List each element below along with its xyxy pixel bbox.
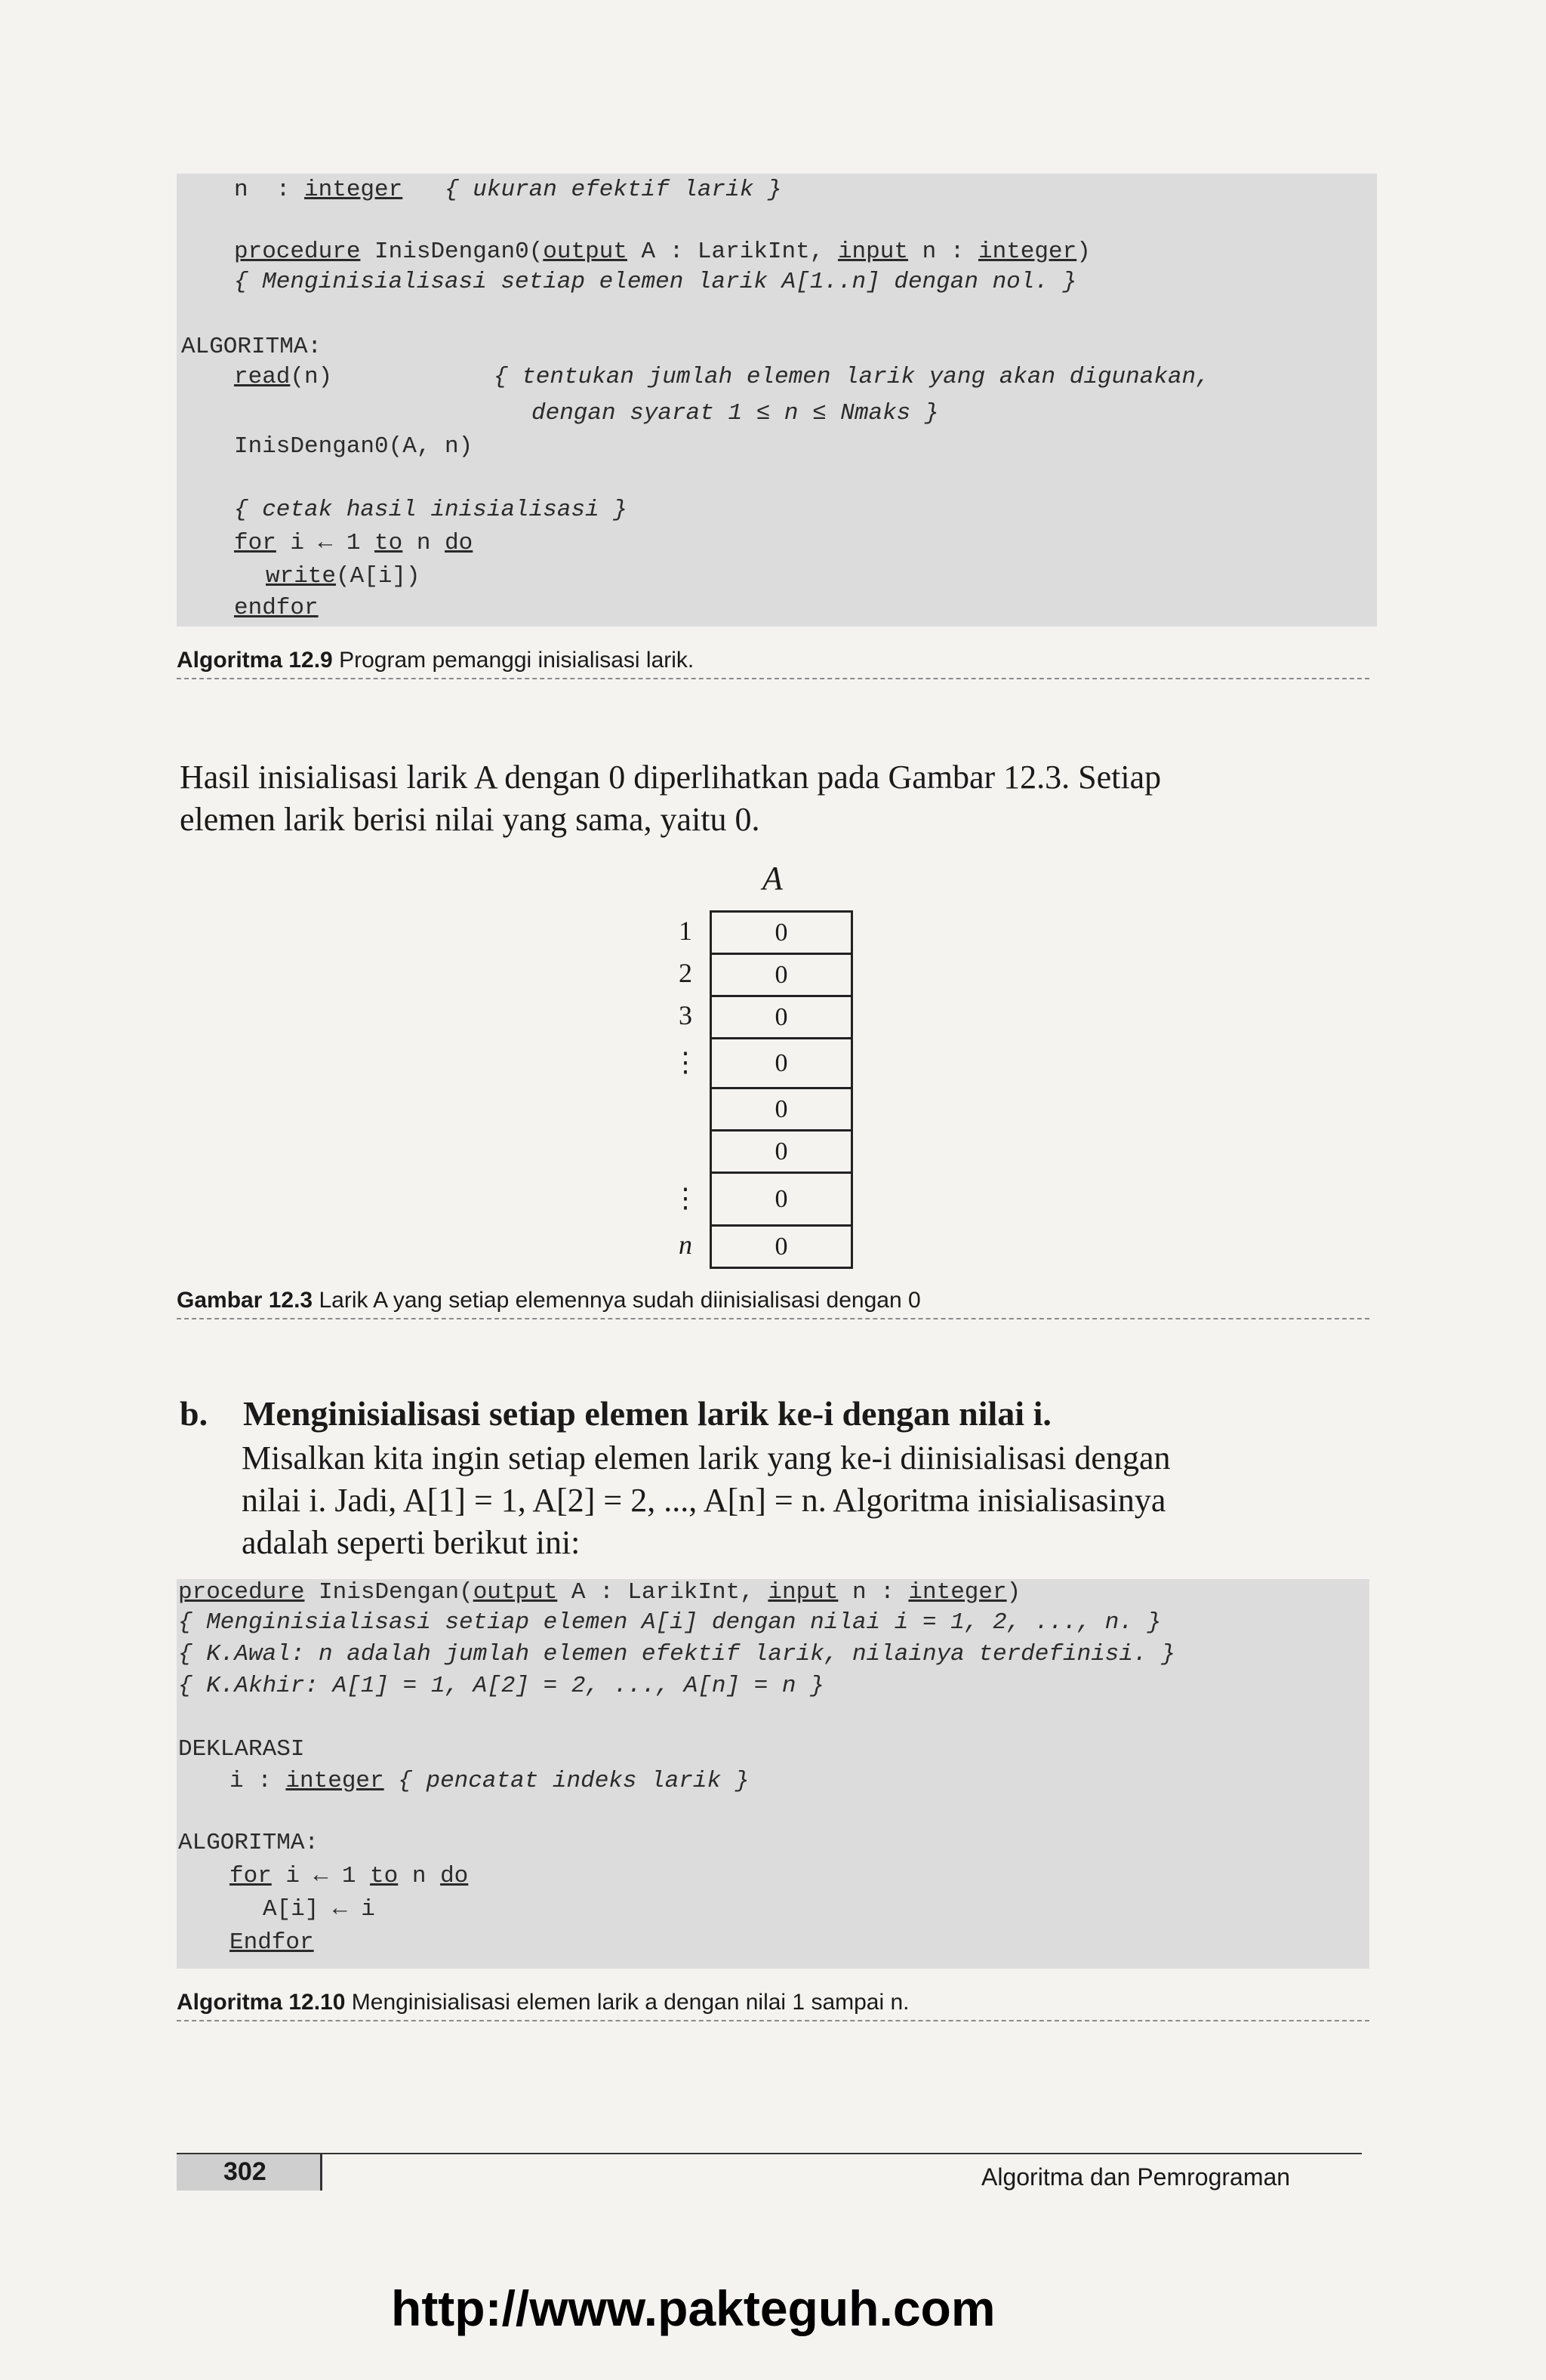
book-title: Algoritma dan Pemrograman bbox=[981, 2163, 1291, 2191]
array-index-ellipsis: ⋮ bbox=[672, 1183, 699, 1213]
array-cell: 0 bbox=[710, 1037, 853, 1089]
code-text: n : bbox=[234, 177, 305, 203]
code-keyword: endfor bbox=[234, 595, 319, 621]
code-line bbox=[178, 1674, 824, 1698]
page-number: 302 bbox=[223, 2157, 266, 2186]
array-cell: 0 bbox=[710, 995, 853, 1039]
code-keyword: integer bbox=[304, 177, 403, 203]
code-line bbox=[178, 1643, 1175, 1666]
code-text: ) bbox=[1006, 1579, 1021, 1606]
array-cell: 0 bbox=[710, 1087, 853, 1132]
code-line bbox=[234, 240, 1091, 263]
code-line bbox=[234, 178, 782, 202]
code-text: (A[i]) bbox=[336, 563, 420, 590]
code-line bbox=[494, 365, 1210, 389]
caption-text: Larik A yang setiap elemennya sudah diinisialisasi dengan 0 bbox=[319, 1288, 921, 1313]
code-keyword: do bbox=[440, 1863, 469, 1889]
caption-algoritma-12-10 bbox=[177, 1990, 1369, 2021]
code-keyword: procedure bbox=[178, 1579, 305, 1606]
code-line bbox=[229, 1931, 314, 1954]
code-text: n : bbox=[838, 1579, 909, 1606]
code-comment: { Menginisialisasi setiap elemen A[i] dengan nilai i = 1, 2, ..., n. } bbox=[178, 1609, 1162, 1636]
array-cell: 0 bbox=[710, 1224, 853, 1269]
code-text bbox=[384, 1768, 399, 1794]
code-keyword: for bbox=[229, 1863, 272, 1889]
array-cell: 0 bbox=[710, 953, 853, 997]
code-keyword: output bbox=[473, 1579, 558, 1606]
caption-label: Algoritma 12.9 bbox=[177, 648, 333, 673]
code-text: i : bbox=[229, 1768, 286, 1794]
section-b-marker: b. bbox=[180, 1394, 208, 1433]
code-line bbox=[234, 531, 473, 555]
caption-text: Menginisialisasi elemen larik a dengan nilai 1 sampai n. bbox=[351, 1990, 910, 2015]
code-keyword: to bbox=[370, 1863, 399, 1889]
array-index: 1 bbox=[679, 916, 692, 946]
caption-label: Algoritma 12.10 bbox=[177, 1990, 346, 2015]
code-line bbox=[178, 1611, 1161, 1634]
code-keyword: to bbox=[374, 530, 403, 556]
code-keyword: for bbox=[234, 530, 276, 556]
code-keyword: do bbox=[445, 530, 473, 556]
code-text: A[i] ← i bbox=[263, 1896, 375, 1923]
array-index: 2 bbox=[679, 958, 692, 988]
array-name: A bbox=[762, 860, 783, 897]
caption-algoritma-12-9 bbox=[177, 648, 1369, 679]
code-text: i ← 1 bbox=[276, 530, 375, 556]
code-comment: { K.Awal: n adalah jumlah elemen efektif larik, nilainya terdefinisi. } bbox=[178, 1641, 1175, 1667]
code-keyword: output bbox=[543, 239, 627, 265]
caption-label: Gambar 12.3 bbox=[177, 1288, 313, 1313]
code-text: n bbox=[398, 1863, 441, 1889]
code-keyword: integer bbox=[908, 1579, 1007, 1606]
paragraph-line: nilai i. Jadi, A[1] = 1, A[2] = 2, ..., A[n] = n. Algoritma inisialisasinya bbox=[242, 1482, 1166, 1519]
watermark-url: http://www.pakteguh.com bbox=[391, 2280, 996, 2336]
code-keyword: integer bbox=[978, 239, 1077, 265]
code-line bbox=[234, 365, 332, 389]
code-line bbox=[178, 1831, 319, 1855]
array-cell: 0 bbox=[710, 1129, 853, 1174]
code-line bbox=[234, 270, 1076, 294]
code-comment: { tentukan jumlah elemen larik yang akan digunakan, bbox=[494, 364, 1210, 390]
code-text: InisDengan0(A, n) bbox=[234, 433, 473, 460]
paragraph-line: elemen larik berisi nilai yang sama, yaitu 0. bbox=[180, 801, 760, 838]
code-text: ALGORITMA: bbox=[181, 334, 322, 360]
code-keyword: integer bbox=[285, 1768, 384, 1794]
code-line bbox=[234, 596, 319, 620]
code-text: DEKLARASI bbox=[178, 1736, 305, 1763]
code-keyword: read bbox=[234, 364, 291, 390]
code-text bbox=[402, 177, 445, 203]
paragraph-line: Misalkan kita ingin setiap elemen larik yang ke-i diinisialisasi dengan bbox=[242, 1439, 1171, 1476]
code-line bbox=[181, 335, 322, 359]
code-keyword: procedure bbox=[234, 239, 361, 265]
code-text: i ← 1 bbox=[271, 1863, 371, 1889]
code-block-algoritma-12-10 bbox=[177, 1579, 1369, 1969]
paragraph-line: Hasil inisialisasi larik A dengan 0 diperlihatkan pada Gambar 12.3. Setiap bbox=[180, 759, 1162, 796]
code-text: InisDengan0( bbox=[360, 239, 544, 265]
code-keyword: input bbox=[837, 239, 908, 265]
code-line bbox=[229, 1769, 749, 1793]
code-keyword: input bbox=[768, 1579, 839, 1606]
footer-divider bbox=[320, 2154, 322, 2191]
caption-text: Program pemanggi inisialisasi larik. bbox=[339, 648, 694, 673]
code-text: n : bbox=[907, 239, 978, 265]
section-b-title: Menginisialisasi setiap elemen larik ke-i dengan nilai i. bbox=[243, 1394, 1052, 1433]
code-text: ALGORITMA: bbox=[178, 1830, 319, 1856]
array-cell: 0 bbox=[710, 910, 853, 955]
code-line bbox=[234, 435, 473, 458]
code-comment: dengan syarat 1 ≤ n ≤ Nmaks } bbox=[531, 400, 939, 426]
code-line bbox=[178, 1738, 304, 1761]
code-line bbox=[263, 1898, 375, 1921]
code-comment: { ukuran efektif larik } bbox=[445, 177, 782, 203]
code-comment: { pencatat indeks larik } bbox=[398, 1768, 750, 1794]
footer-rule bbox=[177, 2153, 1362, 2154]
code-text: A : LarikInt, bbox=[557, 1579, 768, 1606]
code-comment: { cetak hasil inisialisasi } bbox=[234, 497, 627, 523]
array-index: 3 bbox=[679, 1000, 692, 1030]
code-line bbox=[266, 565, 420, 588]
array-index: n bbox=[679, 1230, 692, 1260]
code-line bbox=[234, 498, 627, 522]
code-text: InisDengan( bbox=[304, 1579, 473, 1606]
array-cell: 0 bbox=[710, 1172, 853, 1227]
array-index-ellipsis: ⋮ bbox=[672, 1047, 699, 1077]
code-text: n bbox=[402, 530, 445, 556]
code-line bbox=[229, 1864, 468, 1888]
code-block-algoritma-12-9 bbox=[177, 174, 1377, 627]
code-keyword: Endfor bbox=[229, 1929, 314, 1956]
code-line bbox=[178, 1581, 1021, 1604]
code-text: ) bbox=[1076, 239, 1091, 265]
caption-gambar-12-3 bbox=[177, 1288, 1369, 1319]
code-keyword: write bbox=[266, 563, 337, 590]
code-text: A : LarikInt, bbox=[627, 239, 838, 265]
code-comment: { Menginisialisasi setiap elemen larik A[1..n] dengan nol. } bbox=[234, 269, 1077, 295]
code-line bbox=[531, 402, 939, 425]
paragraph-line: adalah seperti berikut ini: bbox=[242, 1524, 581, 1561]
code-text: (n) bbox=[290, 364, 333, 390]
code-comment: { K.Akhir: A[1] = 1, A[2] = 2, ..., A[n] = n } bbox=[178, 1673, 824, 1699]
